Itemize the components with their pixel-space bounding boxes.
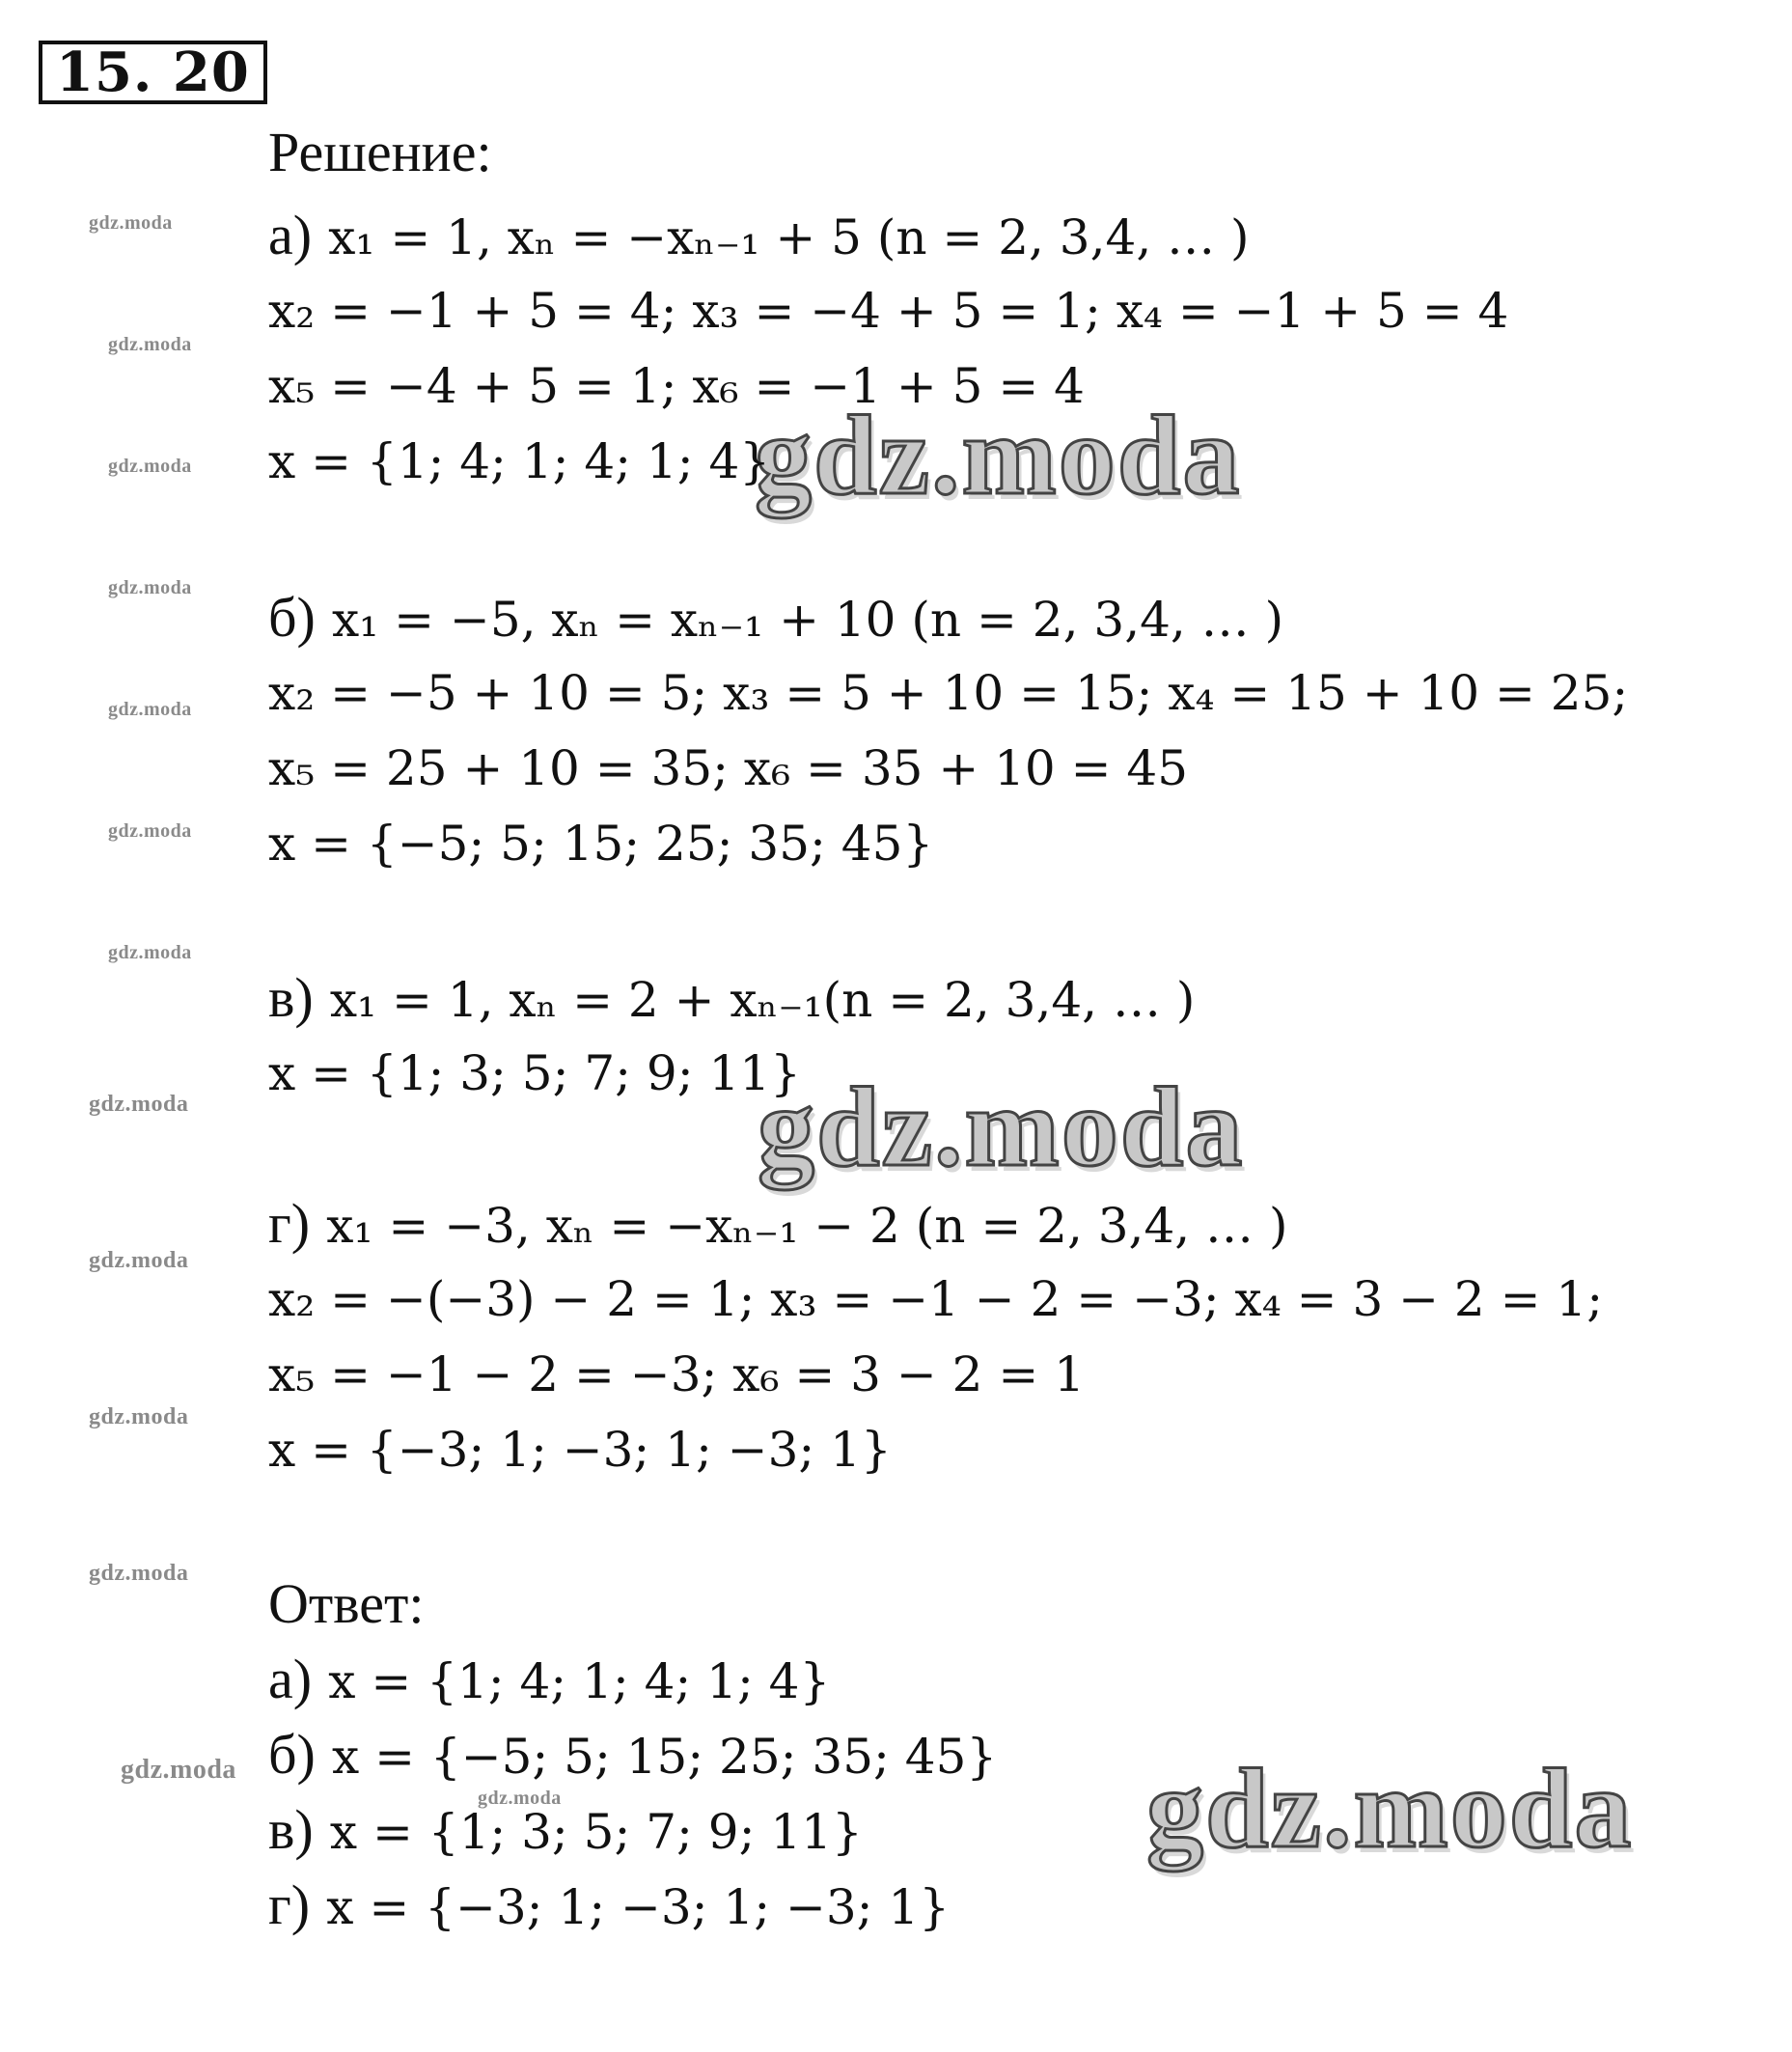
answer-v [268,1799,863,1863]
watermark-small: gdz.moda [89,1561,189,1586]
part-a-recurrence: x₁ = 1, xₙ = −xₙ₋₁ + 5 (n = 2, 3,4, … ) [328,209,1250,265]
watermark-small: gdz.moda [108,820,192,842]
answer-value: x = {1; 3; 5; 7; 9; 11} [329,1804,863,1860]
part-g-result: x = {−3; 1; −3; 1; −3; 1} [268,1422,892,1478]
watermark-small: gdz.moda [89,1092,189,1117]
part-v-result: x = {1; 3; 5; 7; 9; 11} [268,1045,801,1101]
part-a-label: а) [268,204,313,266]
part-b-result: x = {−5; 5; 15; 25; 35; 45} [268,816,934,872]
part-a-result: x = {1; 4; 1; 4; 1; 4} [268,433,771,489]
part-g-label: г) [268,1192,311,1255]
watermark-small: gdz.moda [108,334,192,355]
part-g-formula [268,1193,1287,1257]
watermark-small: gdz.moda [478,1788,562,1809]
part-b-step: x₂ = −5 + 10 = 5; x₃ = 5 + 10 = 15; x₄ = 15 + 10 = 25; [268,665,1629,721]
part-b-label: б) [268,586,316,649]
answer-label: б) [268,1723,316,1786]
part-a-step: x₂ = −1 + 5 = 4; x₃ = −4 + 5 = 1; x₄ = −1 + 5 = 4 [268,283,1509,339]
solution-heading: Решение: [268,121,492,183]
part-b-recurrence: x₁ = −5, xₙ = xₙ₋₁ + 10 (n = 2, 3,4, … ) [332,592,1284,648]
answer-label: а) [268,1648,313,1710]
watermark-large: gdz.moda [758,1064,1245,1190]
part-a-step: x₅ = −4 + 5 = 1; x₆ = −1 + 5 = 4 [268,358,1085,414]
watermark-large: gdz.moda [755,392,1242,518]
watermark-small: gdz.moda [89,212,173,234]
answer-label: г) [268,1873,311,1936]
part-b-step: x₅ = 25 + 10 = 35; x₆ = 35 + 10 = 45 [268,740,1189,796]
watermark-small: gdz.moda [121,1755,236,1785]
part-a-formula [268,205,1250,268]
problem-number: 15. 20 [39,41,267,104]
answer-value: x = {−5; 5; 15; 25; 35; 45} [332,1729,998,1785]
watermark-small: gdz.moda [89,1404,189,1429]
answer-value: x = {1; 4; 1; 4; 1; 4} [328,1653,831,1709]
part-g-step: x₅ = −1 − 2 = −3; x₆ = 3 − 2 = 1 [268,1346,1085,1402]
part-g-recurrence: x₁ = −3, xₙ = −xₙ₋₁ − 2 (n = 2, 3,4, … ) [326,1198,1288,1254]
watermark-small: gdz.moda [108,456,192,477]
answer-heading: Ответ: [268,1572,425,1635]
watermark-small: gdz.moda [108,577,192,598]
answer-label: в) [268,1798,314,1861]
watermark-small: gdz.moda [108,942,192,963]
answer-b [268,1724,997,1788]
part-v-label: в) [268,966,314,1029]
watermark-small: gdz.moda [89,1248,189,1273]
answer-g [268,1874,950,1938]
part-b-formula [268,587,1283,651]
answer-a [268,1649,830,1712]
answer-value: x = {−3; 1; −3; 1; −3; 1} [326,1879,951,1935]
part-v-recurrence: x₁ = 1, xₙ = 2 + xₙ₋₁(n = 2, 3,4, … ) [329,972,1196,1028]
watermark-large: gdz.moda [1146,1745,1634,1872]
watermark-small: gdz.moda [108,699,192,720]
part-g-step: x₂ = −(−3) − 2 = 1; x₃ = −1 − 2 = −3; x₄ = 3 − 2 = 1; [268,1271,1604,1327]
part-v-formula [268,967,1195,1031]
